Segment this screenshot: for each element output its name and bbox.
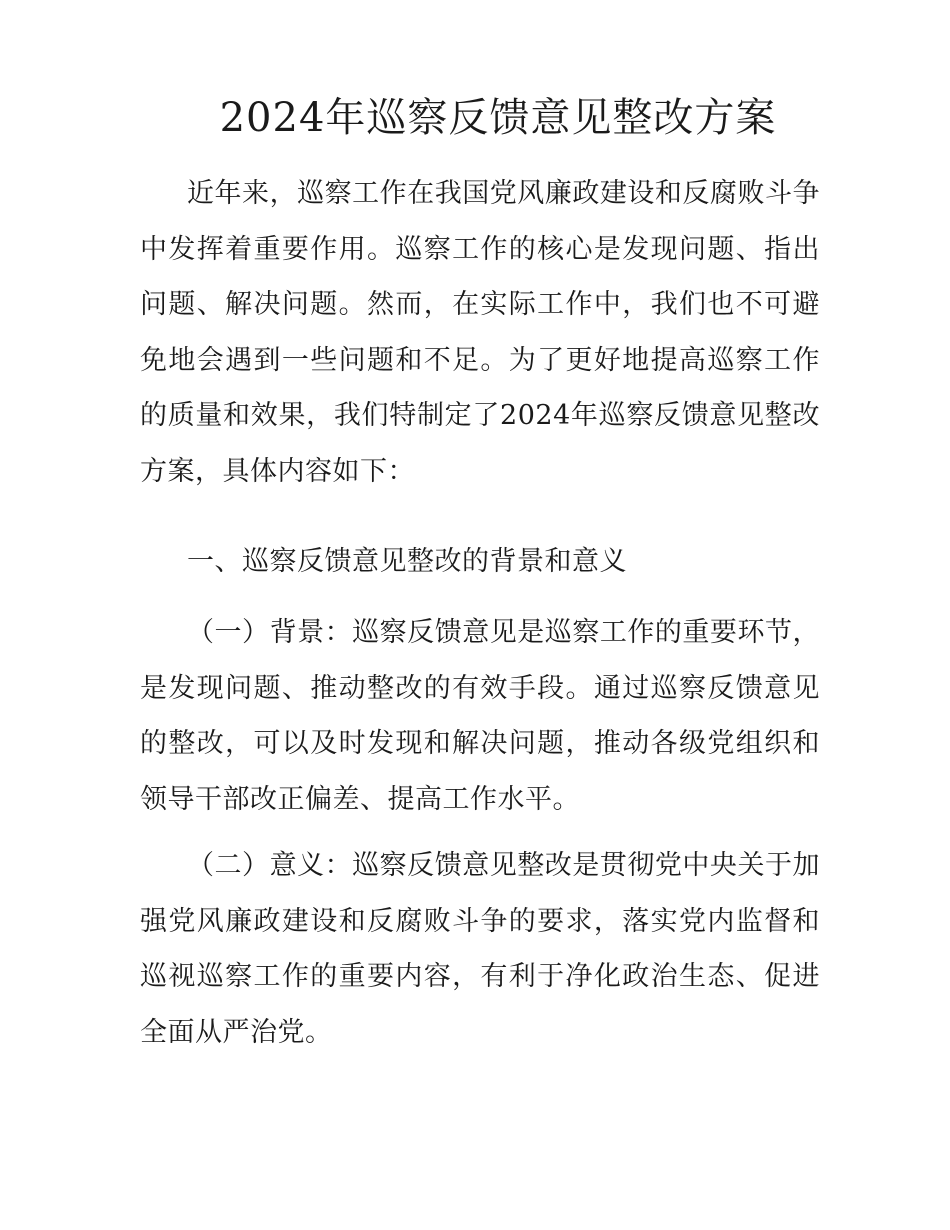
section-heading: 一、巡察反馈意见整改的背景和意义 xyxy=(187,546,627,577)
intro-paragraph: 近年来，巡察工作在我国党风廉政建设和反腐败斗争中发挥着重要作用。巡察工作的核心是发现问题、指出问题、解决问题。然而，在实际工作中，我们也不可避免地会遇到一些问题和不足。为了更好地提高巡察工作的质量和效果，我们特制定了2024年巡察反馈意见整改方案，具体内容如下： xyxy=(140,178,820,487)
document-title: 2024年巡察反馈意见整改方案 xyxy=(219,95,777,141)
significance-paragraph: （二）意义：巡察反馈意见整改是贯彻党中央关于加强党风廉政建设和反腐败斗争的要求，落实党内监督和巡视巡察工作的重要内容，有利于净化政治生态、促进全面从严治党。 xyxy=(140,850,820,1048)
background-paragraph: （一）背景：巡察反馈意见是巡察工作的重要环节，是发现问题、推动整改的有效手段。通过巡察反馈意见的整改，可以及时发现和解决问题，推动各级党组织和领导干部改正偏差、提高工作水平。 xyxy=(140,617,820,815)
